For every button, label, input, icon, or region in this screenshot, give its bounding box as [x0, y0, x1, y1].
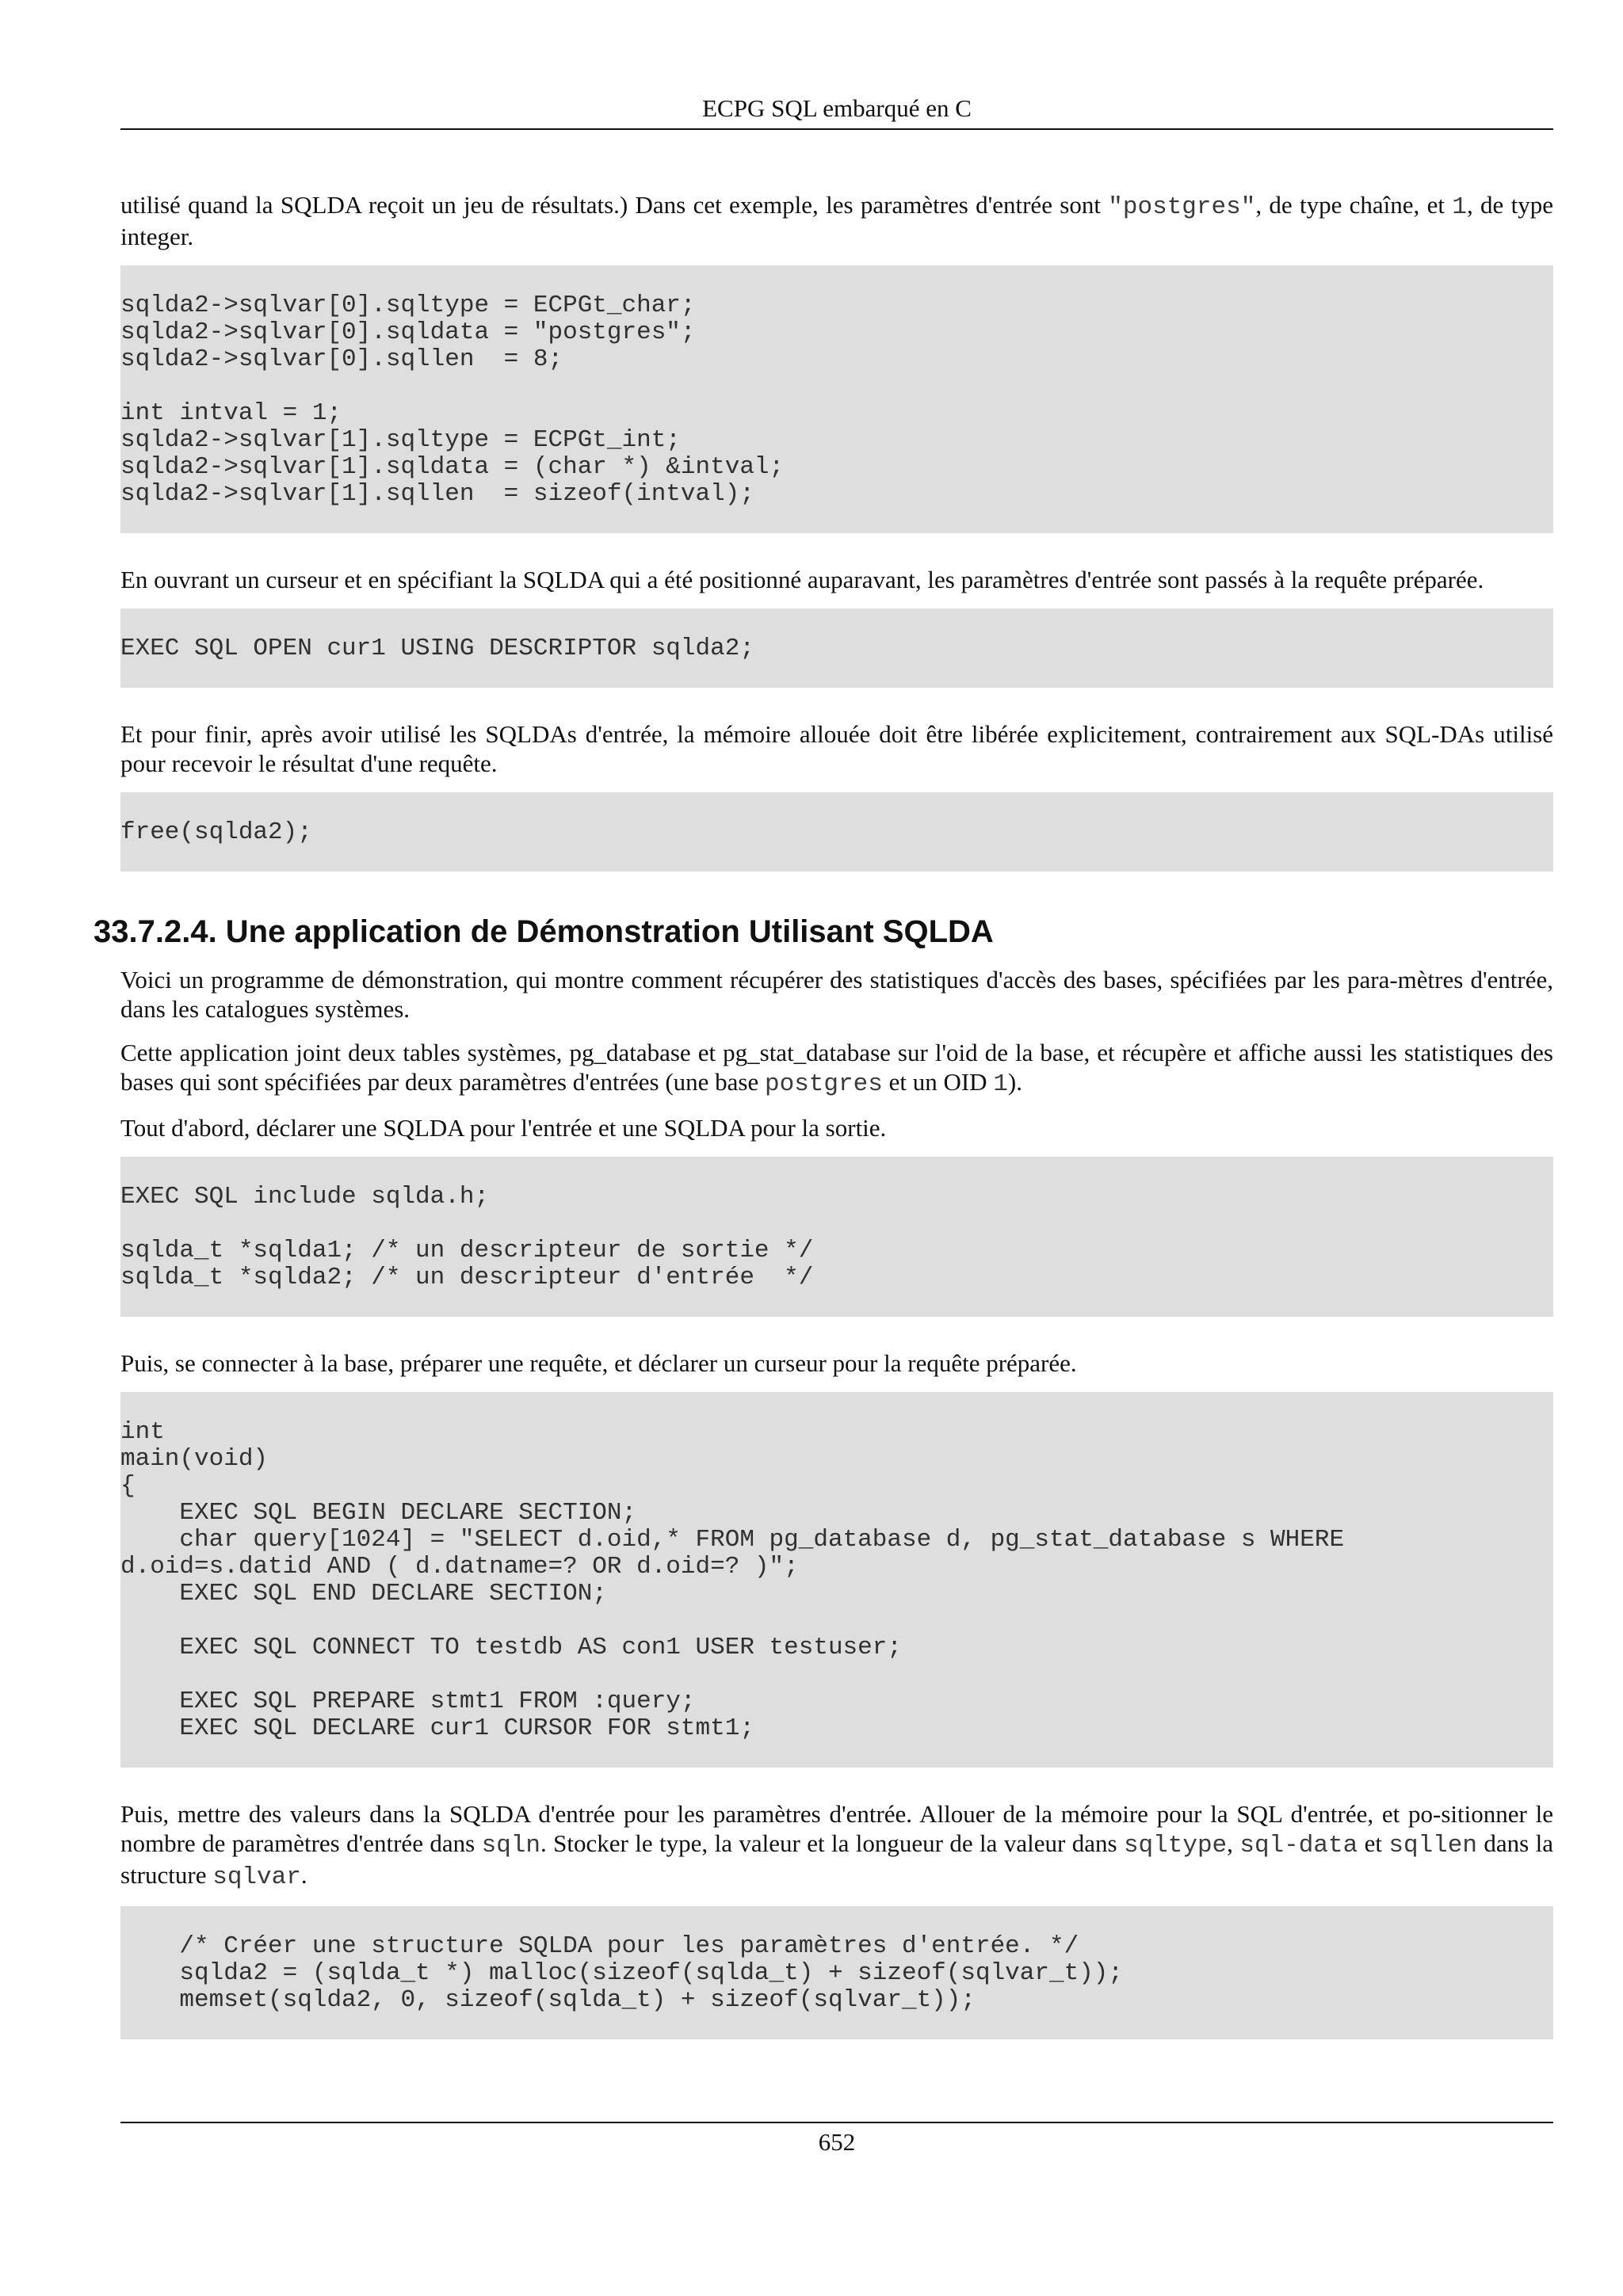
text-run: , de type chaîne, et — [1255, 191, 1453, 219]
code-block-malloc: /* Créer une structure SQLDA pour les paramètres d'entrée. */ sqlda2 = (sqlda_t *) malloc(sizeof(sqlda_t) + sizeof(sqlvar_t)); memset(sqlda2, 0, sizeof(sqlda_t) + sizeof(sqlvar_t)); — [120, 1906, 1553, 2039]
page-number: 652 — [818, 2128, 856, 2156]
inline-code: sqllen — [1388, 1832, 1477, 1859]
text-run: Puis, mettre des valeurs dans la SQLDA d'entrée pour les paramètres d'entrée. Allouer de la mémoire pour la SQL d'entrée, et po-sitionner le nombre de paramètres d'entrée dans — [120, 1800, 1553, 1857]
inline-code: sqln — [481, 1832, 541, 1859]
paragraph-demo-join — [120, 1038, 1553, 1099]
code-block-sqlvar-setup: sqlda2->sqlvar[0].sqltype = ECPGt_char; sqlda2->sqlvar[0].sqldata = "postgres"; sqlda2->sqlvar[0].sqllen = 8; int intval = 1; sqlda2->sqlvar[1].sqltype = ECPGt_int; sqlda2->sqlvar[1].sqldata = (char *) &intval; sqlda2->sqlvar[1].sqllen = sizeof(intval); — [120, 265, 1553, 533]
page-content — [94, 190, 1553, 2071]
text-run: utilisé quand la SQLDA reçoit un jeu de résultats.) Dans cet exemple, les paramètres d'entrée sont — [120, 191, 1109, 219]
text-run: . — [300, 1861, 307, 1889]
code-block-open-cursor: EXEC SQL OPEN cur1 USING DESCRIPTOR sqlda2; — [120, 608, 1553, 688]
inline-code: "postgres" — [1108, 193, 1256, 221]
code-block-main: int main(void) { EXEC SQL BEGIN DECLARE SECTION; char query[1024] = "SELECT d.oid,* FROM pg_database d, pg_stat_database s WHERE d.oid=s.datid AND ( d.datname=? OR d.oid=? )"; EXEC SQL END DECLARE SECTION; EXEC SQL CONNECT TO testdb AS con1 USER testuser; EXEC SQL PREPARE stmt1 FROM :query; EXEC SQL DECLARE cur1 CURSOR FOR stmt1; — [120, 1392, 1553, 1768]
inline-code: 1 — [1452, 193, 1467, 221]
paragraph-input-params — [120, 190, 1553, 251]
inline-code: sqltype — [1123, 1832, 1228, 1859]
text-run: . Stocker le type, la valeur et la longueur de la valeur dans — [540, 1829, 1124, 1857]
code-block-declare-sqlda: EXEC SQL include sqlda.h; sqlda_t *sqlda1; /* un descripteur de sortie */ sqlda_t *sqlda2; /* un descripteur d'entrée */ — [120, 1157, 1553, 1317]
paragraph-demo-intro: Voici un programme de démonstration, qui montre comment récupérer des statistiques d'accès des bases, spécifiées par les para-mètres d'entrée, dans les catalogues systèmes. — [120, 966, 1553, 1023]
inline-code: postgres — [765, 1070, 883, 1098]
code-block-free: free(sqlda2); — [120, 792, 1553, 871]
inline-code: 1 — [993, 1070, 1008, 1098]
inline-code: sqlvar — [212, 1863, 301, 1891]
paragraph-open-cursor: En ouvrant un curseur et en spécifiant la SQLDA qui a été positionné auparavant, les paramètres d'entrée sont passés à la requête préparée. — [120, 566, 1484, 593]
text-run: dans la structure — [120, 1829, 1553, 1889]
header-rule — [120, 128, 1553, 130]
text-run: , de type integer. — [120, 191, 1553, 250]
section-heading: 33.7.2.4. Une application de Démonstration Utilisant SQLDA — [94, 914, 994, 949]
paragraph-set-values — [120, 1799, 1553, 1892]
paragraph-free-memory: Et pour finir, après avoir utilisé les SQLDAs d'entrée, la mémoire allouée doit être libérée explicitement, contrairement aux SQL-DAs utilisé pour recevoir le résultat d'une requête. — [120, 720, 1553, 777]
footer-rule — [120, 2122, 1553, 2123]
text-run: et — [1358, 1829, 1389, 1857]
paragraph-declare-sqlda: Tout d'abord, déclarer une SQLDA pour l'entrée et une SQLDA pour la sortie. — [120, 1114, 887, 1142]
running-header: ECPG SQL embarqué en C — [702, 94, 972, 122]
text-run: et un OID — [882, 1068, 994, 1096]
text-run: Cette application joint deux tables systèmes, pg_database et pg_stat_database sur l'oid de la base, et récupère et affiche aussi les statistiques des bases qui sont spécifiées par deux paramètres d'entrées (une base — [120, 1039, 1553, 1096]
paragraph-connect: Puis, se connecter à la base, préparer une requête, et déclarer un curseur pour la requête préparée. — [120, 1349, 1077, 1377]
inline-code: sql-data — [1239, 1832, 1358, 1859]
text-run: ). — [1007, 1068, 1022, 1096]
text-run: , — [1227, 1829, 1240, 1857]
